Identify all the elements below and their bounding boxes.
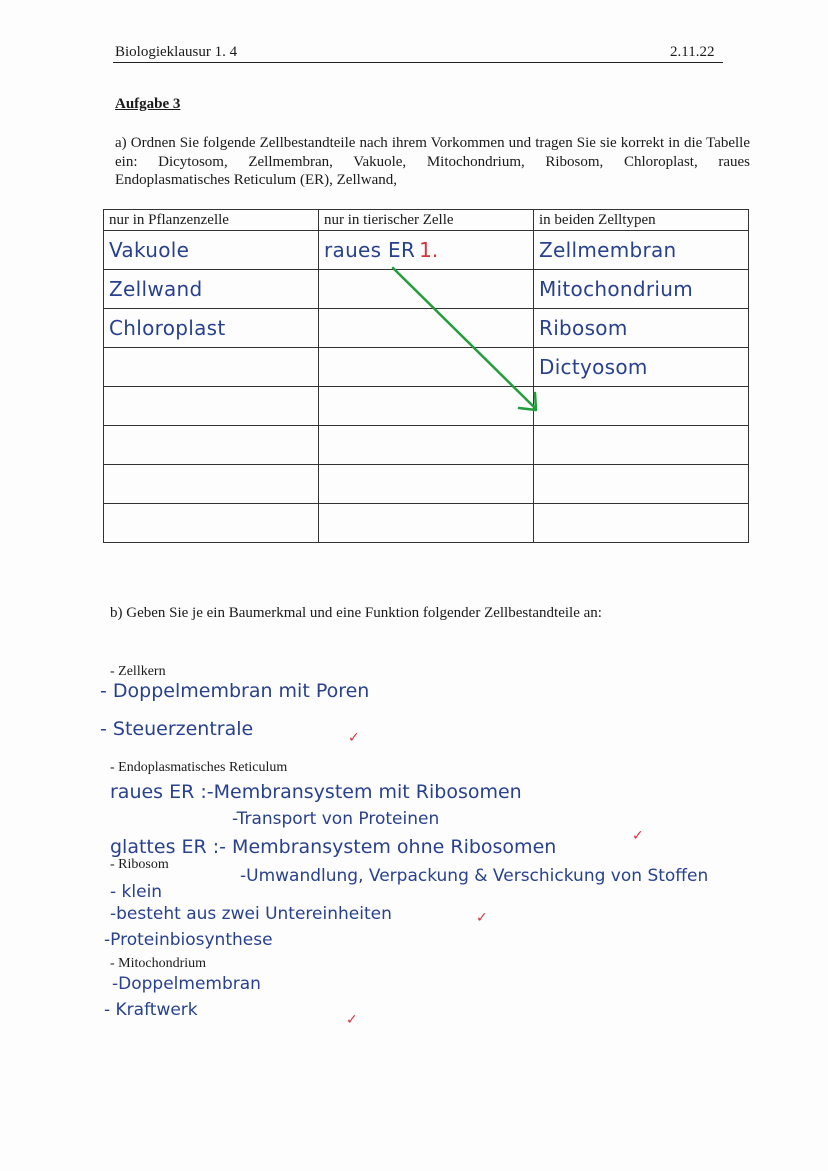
table-cell: Ribosom [534,309,749,348]
answer-line: - Kraftwerk [104,1000,198,1020]
answer-line: -Umwandlung, Verpackung & Verschickung von Stoffen [240,866,709,886]
label-mitochondrium: - Mitochondrium [110,956,207,971]
table-cell: Dictyosom [534,348,749,387]
table-cell: Vakuole [104,231,319,270]
table-row [104,504,749,543]
table-cell [534,504,749,543]
table-cell [319,387,534,426]
header-plant-only: nur in Pflanzenzelle [104,210,319,231]
table-cell [104,387,319,426]
exam-title: Biologieklausur 1. 4 [115,44,238,60]
cell-answer: raues ER [324,238,416,262]
table-row [104,465,749,504]
header-animal-only: nur in tierischer Zelle [319,210,534,231]
answer-line: -besteht aus zwei Untereinheiten [110,904,392,924]
check-mark: ✓ [476,910,488,926]
table-cell [319,270,534,309]
answer-line: - klein [110,882,163,902]
table-row [104,387,749,426]
table-cell: Zellwand [104,270,319,309]
table-row [104,426,749,465]
table-header-row [104,210,749,231]
check-mark: ✓ [348,730,360,746]
table-row [104,231,749,270]
table-cell [104,426,319,465]
answer-line: -Doppelmembran [112,974,261,994]
label-er: - Endoplasmatisches Reticulum [110,760,288,775]
table-cell [534,465,749,504]
table-row [104,309,749,348]
part-b-prompt: b) Geben Sie je ein Baumerkmal und eine Funktion folgender Zellbestandteile an: [110,605,602,621]
table-cell [319,231,534,270]
part-a-prompt: a) Ordnen Sie folgende Zellbestandteile nach ihrem Vorkommen und tragen Sie sie korrekt in die Tabelle ein: Dicytosom, Zellmembran, Vakuole, Mitochondrium, Ribosom, Chloroplast, raues Endoplasmatisches Reticulum (ER), Zellwand, [115,135,750,188]
classification-table [103,209,749,543]
table-cell [319,309,534,348]
label-ribosom: - Ribosom [110,857,169,872]
table-row [104,270,749,309]
header-both: in beiden Zelltypen [534,210,749,231]
answer-line: - Doppelmembran mit Poren [100,680,370,702]
table-cell [319,426,534,465]
answer-line: -Proteinbiosynthese [104,930,273,950]
table-cell [104,348,319,387]
check-mark: ✓ [346,1012,358,1028]
table-cell [104,504,319,543]
answer-line: raues ER :-Membransystem mit Ribosomen [110,781,522,803]
label-zellkern: - Zellkern [110,664,166,679]
table-cell: Zellmembran [534,231,749,270]
table-cell [534,387,749,426]
correction-mark: 1. [419,238,439,262]
table-cell [104,465,319,504]
table-cell: Chloroplast [104,309,319,348]
header-rule [113,62,723,63]
table-row [104,348,749,387]
answer-line: - Steuerzentrale [100,718,254,740]
exam-date: 2.11.22 [670,44,715,60]
table-cell [534,426,749,465]
task-title: Aufgabe 3 [115,96,181,112]
answer-line: glattes ER :- Membransystem ohne Ribosomen [110,836,557,858]
table-cell: Mitochondrium [534,270,749,309]
table-cell [319,348,534,387]
table-cell [319,504,534,543]
table-cell [319,465,534,504]
check-mark: ✓ [632,828,644,844]
answer-line: -Transport von Proteinen [232,809,440,829]
